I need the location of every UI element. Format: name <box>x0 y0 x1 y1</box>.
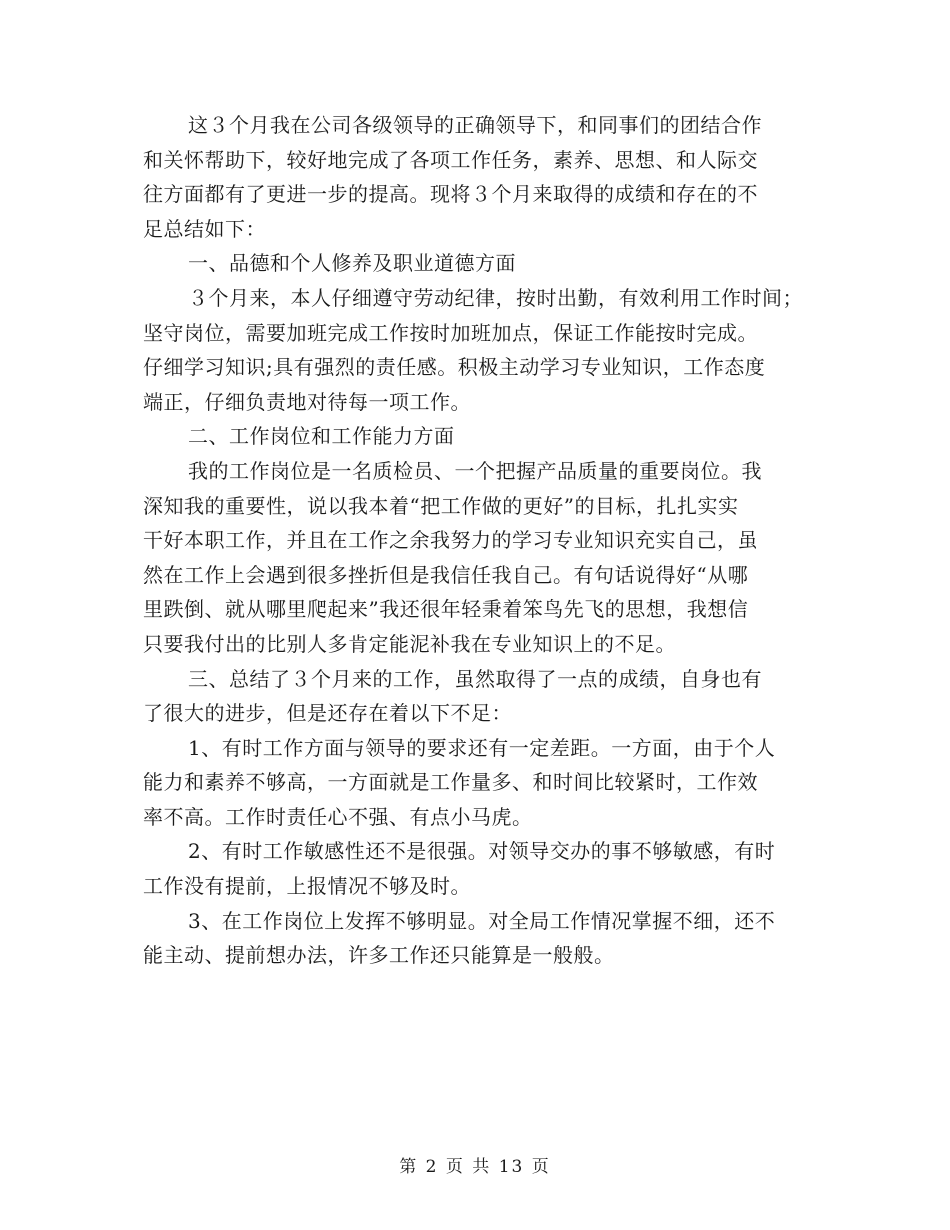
text-line: 这３个月我在公司各级领导的正确领导下，和同事们的团结合作 <box>188 113 762 137</box>
text-line: 1、有时工作方面与领导的要求还有一定差距。一方面，由于个人 <box>188 735 776 760</box>
text-line: 我的工作岗位是一名质检员、一个把握产品质量的重要岗位。我 <box>188 458 762 483</box>
text-line: 3、在工作岗位上发挥不够明显。对全局工作情况掌握不细，还不 <box>188 908 776 933</box>
text-line: 只要我付出的比别人多肯定能泥补我在专业知识上的不足。 <box>143 631 676 656</box>
text-line: 能力和素养不够高，一方面就是工作量多、和时间比较紧时，工作效 <box>143 770 758 795</box>
text-line: 能主动、提前想办法，许多工作还只能算是一般般。 <box>143 943 615 968</box>
text-line: 和关怀帮助下，较好地完成了各项工作任务，素养、思想、和人际交 <box>143 147 758 172</box>
text-line: ３个月来，本人仔细遵守劳动纪律，按时出勤，有效利用工作时间； <box>188 285 803 310</box>
text-line: 仔细学习知识;具有强烈的责任感。积极主动学习专业知识，工作态度 <box>143 355 766 380</box>
text-line: 二、工作岗位和工作能力方面 <box>188 424 455 449</box>
text-line: 往方面都有了更进一步的提高。现将３个月来取得的成绩和存在的不 <box>143 182 758 207</box>
text-line: 里跌倒、就从哪里爬起来”我还很年轻秉着笨鸟先飞的思想，我想信 <box>143 597 749 622</box>
text-line: 足总结如下： <box>143 216 266 241</box>
text-line: 率不高。工作时责任心不强、有点小马虎。 <box>143 804 533 829</box>
page-number-footer: 第 2 页 共 13 页 <box>399 1157 551 1177</box>
document-body <box>143 108 813 973</box>
text-line: 2、有时工作敏感性还不是很强。对领导交办的事不够敏感，有时 <box>188 839 776 864</box>
text-line: 干好本职工作，并且在工作之余我努力的学习专业知识充实自己，虽 <box>143 528 758 553</box>
text-line: 工作没有提前，上报情况不够及时。 <box>143 874 471 899</box>
text-line: 端正，仔细负责地对待每一项工作。 <box>143 389 471 414</box>
text-line: 深知我的重要性，说以我本着“把工作做的更好”的目标，扎扎实实 <box>143 493 739 518</box>
text-line: 了很大的进步，但是还存在着以下不足： <box>143 701 512 726</box>
text-line: 三、总结了３个月来的工作，虽然取得了一点的成绩，自身也有 <box>188 666 762 691</box>
text-line: 然在工作上会遇到很多挫折但是我信任我自己。有句话说得好“从哪 <box>143 562 749 587</box>
text-line: 坚守岗位，需要加班完成工作按时加班加点，保证工作能按时完成。 <box>143 320 758 345</box>
text-line: 一、品德和个人修养及职业道德方面 <box>188 251 516 276</box>
